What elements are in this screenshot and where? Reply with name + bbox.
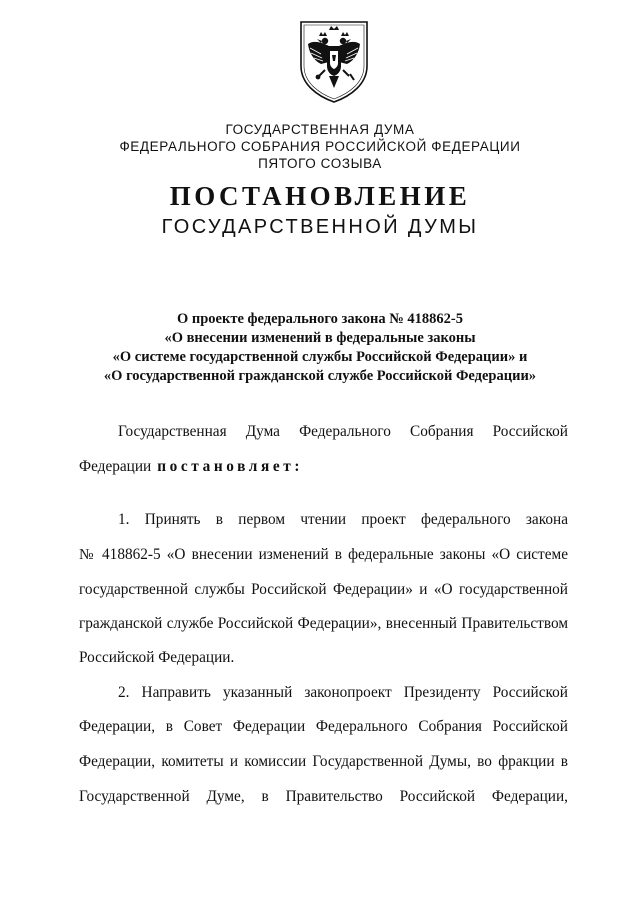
subject-line: О проекте федерального закона № 418862-5 bbox=[176, 311, 464, 327]
document-issuer: ГОСУДАРСТВЕННОЙ ДУМЫ bbox=[161, 216, 479, 238]
org-line-duma: ГОСУДАРСТВЕННАЯ ДУМА bbox=[225, 122, 415, 137]
paragraph-line: № 418862-5 «О внесении изменений в федеральные законы «О системе bbox=[79, 546, 568, 563]
org-line-convocation: ПЯТОГО СОЗЫВА bbox=[258, 156, 382, 171]
preamble-text: Федерации bbox=[79, 458, 152, 475]
paragraph-line: Федерации, комитеты и комиссии Государственной Думы, во фракции в bbox=[79, 753, 568, 770]
preamble-line bbox=[79, 457, 568, 477]
coat-of-arms-icon bbox=[295, 18, 373, 104]
subject-line: «О государственной гражданской службе Российской Федерации» bbox=[103, 368, 537, 384]
paragraph-line: гражданской службе Российской Федерации», внесенный Правительством bbox=[79, 615, 568, 632]
paragraph-line: Государственной Думе, в Правительство Российской Федерации, bbox=[79, 788, 568, 805]
org-line-federal-assembly: ФЕДЕРАЛЬНОГО СОБРАНИЯ РОССИЙСКОЙ ФЕДЕРАЦИИ bbox=[119, 139, 521, 154]
paragraph-line: Федерации, в Совет Федерации Федерального Собрания Российской bbox=[79, 718, 568, 735]
preamble-line: Государственная Дума Федерального Собрания Российской bbox=[118, 423, 568, 440]
decree-verb: постановляет: bbox=[157, 458, 304, 475]
paragraph-line: 2. Направить указанный законопроект Президенту Российской bbox=[118, 684, 568, 701]
paragraph-line: Российской Федерации. bbox=[79, 649, 235, 666]
subject-line: «О системе государственной службы Российской Федерации» и bbox=[112, 349, 528, 365]
subject-line: «О внесении изменений в федеральные законы bbox=[164, 330, 476, 346]
paragraph-line: 1. Принять в первом чтении проект федерального закона bbox=[118, 511, 568, 528]
paragraph-line: государственной службы Российской Федерации» и «О государственной bbox=[79, 581, 568, 598]
document-type-title: ПОСТАНОВЛЕНИЕ bbox=[169, 181, 471, 211]
